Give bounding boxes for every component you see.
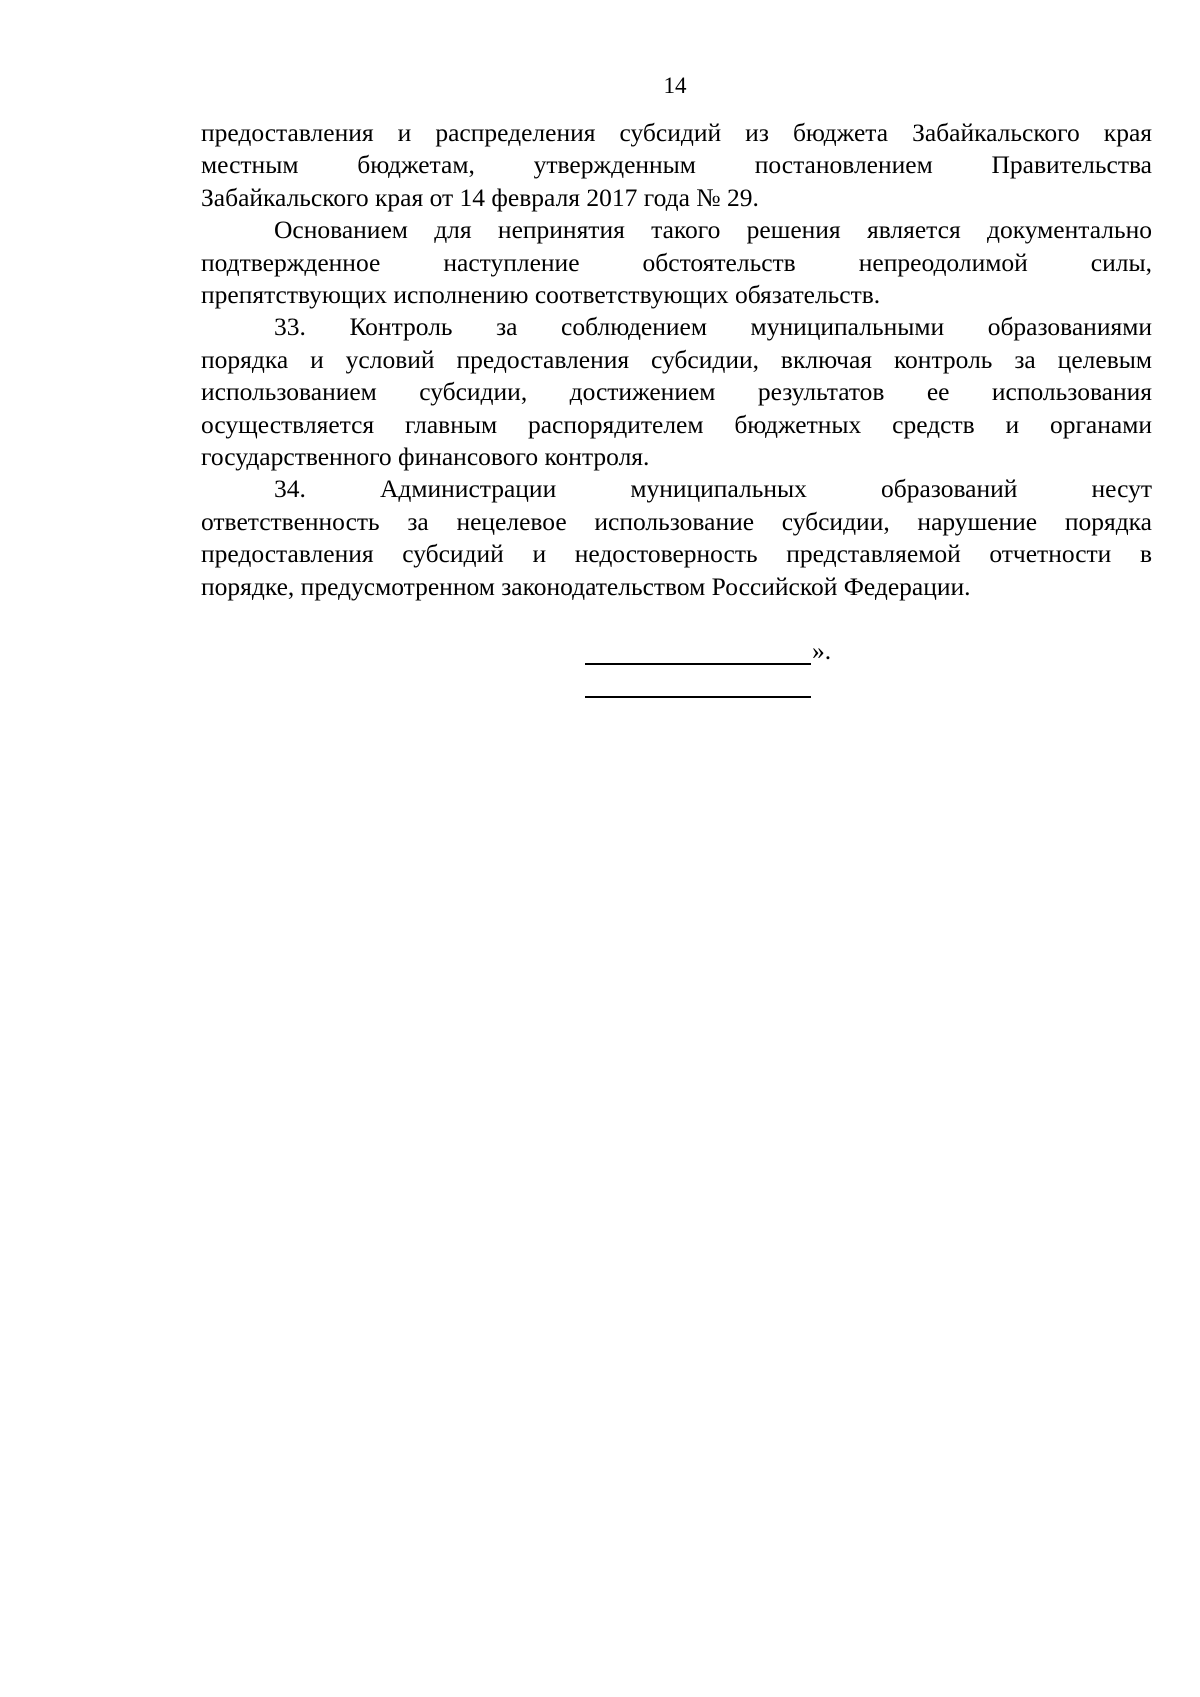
page-number: 14 bbox=[663, 73, 687, 98]
text-line: предоставления и распределения субсидий из бюджета Забайкальского края bbox=[201, 118, 1152, 147]
text-line: Основанием для непринятия такого решения является документально bbox=[274, 215, 1152, 245]
text-line: препятствующих исполнению соответствующих обязательств. bbox=[201, 280, 881, 310]
paragraph-force-majeure bbox=[201, 214, 1152, 311]
paragraph-34-responsibility bbox=[201, 473, 1152, 603]
end-rule-line bbox=[585, 696, 811, 698]
text-line: предоставления субсидий и недостоверность представляемой отчетности в bbox=[201, 539, 1152, 569]
text-line: государственного финансового контроля. bbox=[201, 442, 650, 472]
text-line: ответственность за нецелевое использование субсидии, нарушение порядка bbox=[201, 506, 1152, 536]
text-line: местным бюджетам, утвержденным постановлением Правительства bbox=[201, 150, 1152, 180]
text-line: порядка и условий предоставления субсидии, включая контроль за целевым bbox=[201, 344, 1152, 374]
document-body bbox=[201, 117, 1152, 603]
text-line: осуществляется главным распорядителем бюджетных средств и органами bbox=[201, 409, 1152, 439]
text-line: порядке, предусмотренном законодательством Российской Федерации. bbox=[201, 571, 971, 601]
closing-rule-line bbox=[585, 663, 811, 665]
paragraph-33-control bbox=[201, 311, 1152, 473]
text-line: Забайкальского края от 14 февраля 2017 года № 29. bbox=[201, 182, 759, 212]
text-line: использованием субсидии, достижением результатов ее использования bbox=[201, 377, 1152, 407]
paragraph-continuation bbox=[201, 117, 1152, 214]
closing-quote-mark: ». bbox=[812, 636, 832, 665]
text-line: 34. Администрации муниципальных образований несут bbox=[274, 474, 1152, 504]
text-line: 33. Контроль за соблюдением муниципальными образованиями bbox=[274, 312, 1152, 342]
text-line: подтвержденное наступление обстоятельств непреодолимой силы, bbox=[201, 247, 1152, 277]
